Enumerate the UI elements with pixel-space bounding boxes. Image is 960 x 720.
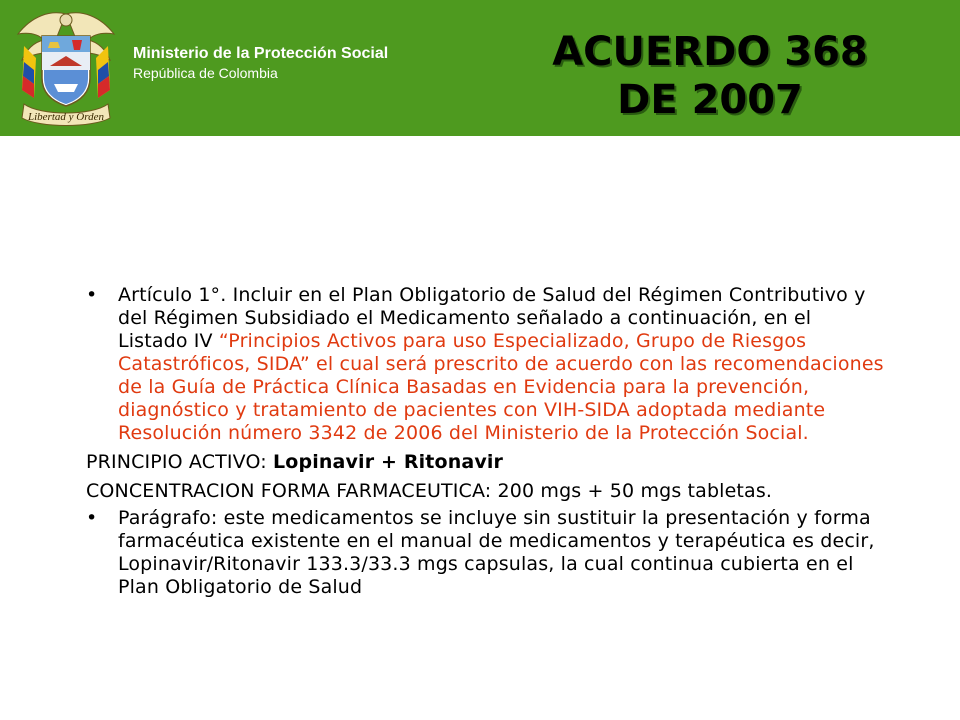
title-line-2: DE 2007 xyxy=(617,77,803,123)
country-name: República de Colombia xyxy=(133,65,278,81)
principio-line xyxy=(86,451,886,474)
svg-text:Libertad y Orden: Libertad y Orden xyxy=(28,111,104,123)
coat-of-arms-logo xyxy=(10,6,122,130)
article-highlight: “Principios Activos para uso Especializado, Grupo de Riesgos Catastróficos, SIDA” el cual será prescrito de acuerdo con las recomendaciones de la Guía de Práctica Clínica Basadas en Evidencia para la prevención, diagnóstico y tratamiento de pacientes con VIH-SIDA adoptada mediante Resolución número 3342 de 2006 del Ministerio de la Protección Social. xyxy=(118,330,884,444)
ministry-name: Ministerio de la Protección Social xyxy=(133,45,389,62)
concentracion-line xyxy=(86,480,886,503)
ministry-block xyxy=(133,45,388,83)
slide-content xyxy=(86,284,886,605)
article-intro: Artículo 1°. Incluir en el Plan Obligatorio de Salud del Régimen Contributivo y del Régimen Subsidiado el Medicamento señalado a continuación, en el Listado IV xyxy=(118,284,866,352)
title-line-1: ACUERDO 368 xyxy=(552,29,868,75)
paragrafo-text: Parágrafo: este medicamentos se incluye sin sustituir la presentación y forma farmacéutica existente en el manual de medicamentos y terapéutica es decir, Lopinavir/Ritonavir 133.3/33.3 mgs capsulas, la cual continua cubierta en el Plan Obligatorio de Salud xyxy=(118,507,875,598)
concentracion-text: CONCENTRACION FORMA FARMACEUTICA: 200 mgs + 50 mgs tabletas. xyxy=(86,480,773,502)
bullet-icon: • xyxy=(86,284,98,306)
page-title xyxy=(500,28,920,124)
principio-value: Lopinavir + Ritonavir xyxy=(272,451,504,473)
principio-label: PRINCIPIO ACTIVO: xyxy=(86,451,267,473)
header-banner xyxy=(0,0,960,136)
paragrafo-paragraph xyxy=(86,507,886,599)
article-paragraph xyxy=(86,284,886,445)
bullet-icon: • xyxy=(86,507,98,529)
